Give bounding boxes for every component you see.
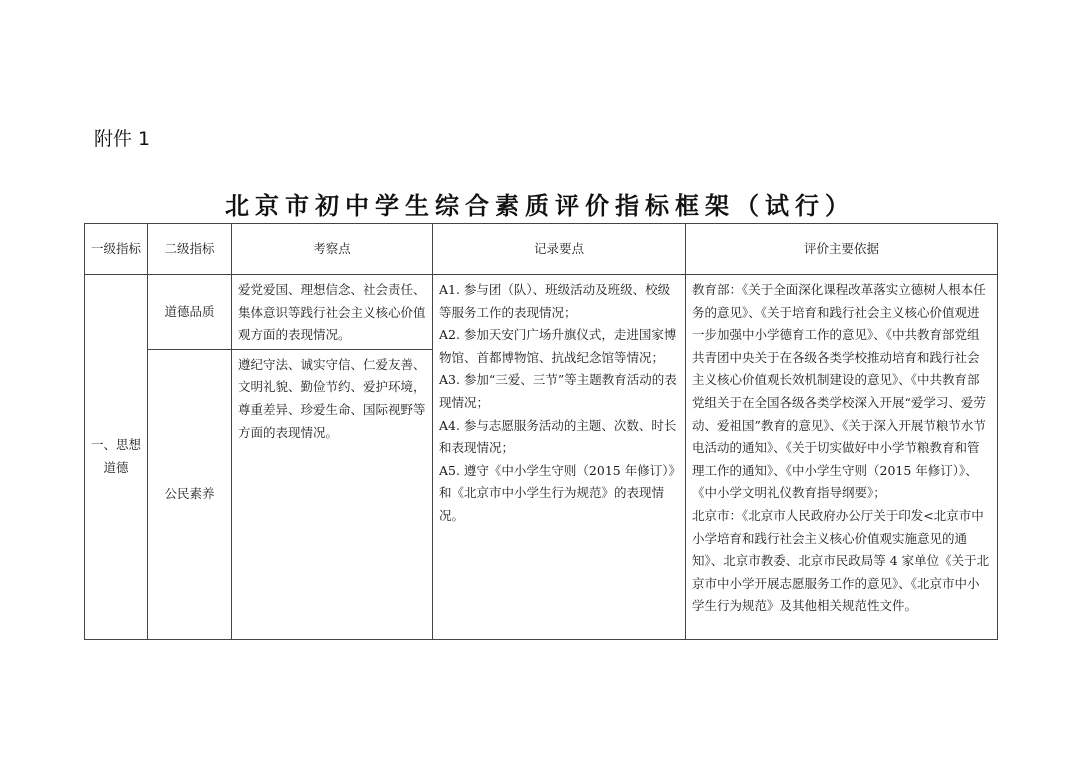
level1-cell: 一、思想道德 [85,275,148,640]
level2-civic-literacy: 公民素养 [148,349,232,639]
evaluation-framework-table [84,223,998,640]
record-point-a4: A4. 参与志愿服务活动的主题、次数、时长和表现情况； [439,417,677,456]
observation-point-1: 爱党爱国、理想信念、社会责任、集体意识等践行社会主义核心价值观方面的表现情况。 [232,275,433,350]
table-row [85,275,998,350]
basis-beijing: 北京市：《北京市人民政府办公厅关于印发<北京市中小学培育和践行社会主义核心价值观实施意见的通知》、北京市教委、北京市民政局等 4 家单位《关于北京市中小学开展志愿服务工作的意见》、《北京市中小学生行为规范》及其他相关规范性文件。 [692,507,990,614]
attachment-label: 附件 1 [94,128,151,150]
basis-ministry: 教育部：《关于全面深化课程改革落实立德树人根本任务的意见》、《关于培育和践行社会主义核心价值观进一步加强中小学德育工作的意见》、《中共教育部党组 共青团中央关于在各级各类学校推动培育和践行社会主义核心价值观长效机制建设的意见》、《中共教育部党组关于在全国各级各类学校深入开展“爱学习、爱劳动、爱祖国”教育的意见》、《关于深入开展节粮节水节电活动的通知》、《关于切实做好中小学节粮教育和管理工作的通知》、《中小学生守则（2015 年修订）》、《中小学文明礼仪教育指导纲要》； [692,282,986,501]
header-level2: 二级指标 [148,224,232,275]
header-observation-points: 考察点 [232,224,433,275]
record-point-a3: A3. 参加“三爱、三节”等主题教育活动的表现情况； [439,372,677,410]
table-header-row [85,224,998,275]
record-points-cell [433,275,686,640]
observation-point-2: 遵纪守法、诚实守信、仁爱友善、文明礼貌、勤俭节约、爱护环境，尊重差异、珍爱生命、国际视野等方面的表现情况。 [232,349,433,639]
header-level1: 一级指标 [85,224,148,275]
record-point-a1: A1. 参与团（队）、班级活动及班级、校级等服务工作的表现情况； [439,282,671,320]
header-record-points: 记录要点 [433,224,686,275]
document-title: 北京市初中学生综合素质评价指标框架（试行） [225,191,855,220]
record-point-a2: A2. 参加天安门广场升旗仪式，走进国家博物馆、首都博物馆、抗战纪念馆等情况； [439,327,677,365]
evaluation-basis-cell [686,275,998,640]
level2-moral-quality: 道德品质 [148,275,232,350]
header-evaluation-basis: 评价主要依据 [686,224,998,275]
record-point-a5: A5. 遵守《中小学生守则（2015 年修订）》和《北京市中小学生行为规范》的表现情况。 [439,462,675,523]
